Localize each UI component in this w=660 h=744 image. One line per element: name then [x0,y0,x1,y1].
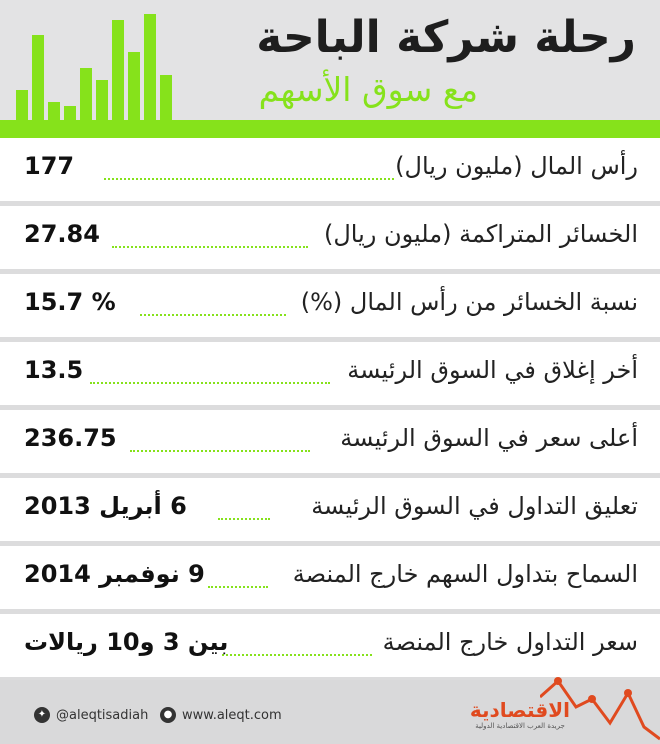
decorative-bar [96,80,108,120]
decorative-bar [112,20,124,120]
decorative-line [540,681,660,739]
twitter-icon: ✦ [34,707,50,723]
row-value: % 15.7 [24,288,116,316]
row-label: نسبة الخسائر من رأس المال (%) [300,288,638,316]
website-link[interactable]: www.aleqt.com [182,708,282,723]
decorative-bar [144,14,156,120]
row-label: السماح بتداول السهم خارج المنصة [292,560,638,588]
list-item [0,138,660,206]
row-value: 9 نوفمبر 2014 [24,560,205,588]
decorative-point [624,689,632,697]
logo-subtitle: جريدة العرب الاقتصادية الدولية [475,722,565,730]
row-value: 177 [24,152,75,180]
list-item [0,478,660,546]
list-item [0,546,660,614]
twitter-handle[interactable]: @aleqtisadiah [56,708,149,723]
dotted-leader [222,654,372,656]
row-value: 236.75 [24,424,117,452]
header-accent-strip [0,120,660,138]
dotted-leader [130,450,310,452]
decorative-bar [160,75,172,120]
list-item [0,206,660,274]
facts-list [0,138,660,682]
decorative-bars [10,0,170,120]
row-label: أعلى سعر في السوق الرئيسة [340,424,638,452]
dotted-leader [104,178,394,180]
list-item [0,410,660,478]
decorative-bar [128,52,140,120]
decorative-point [554,677,562,685]
logo-title: الاقتصادية [469,698,570,722]
list-item [0,342,660,410]
page-title: رحلة شركة الباحة [256,12,636,63]
dotted-leader [90,382,330,384]
dotted-leader [140,314,286,316]
decorative-bar [16,90,28,120]
decorative-bar [80,68,92,120]
row-label: الخسائر المتراكمة (مليون ريال) [324,220,638,248]
decorative-line-chart [540,675,660,744]
row-value: 6 أبريل 2013 [24,492,187,520]
row-label: سعر التداول خارج المنصة [382,628,638,656]
page-subtitle: مع سوق الأسهم [258,70,478,109]
decorative-bar [32,35,44,120]
decorative-point [588,695,596,703]
decorative-bar [48,102,60,120]
row-value: 13.5 [24,356,84,384]
list-item [0,614,660,682]
globe-icon: ● [160,707,176,723]
row-label: أخر إغلاق في السوق الرئيسة [347,356,638,384]
row-label: رأس المال (مليون ريال) [395,152,638,180]
dotted-leader [218,518,270,520]
header [0,0,660,120]
row-value: 27.84 [24,220,100,248]
dotted-leader [112,246,308,248]
dotted-leader [208,586,268,588]
row-label: تعليق التداول في السوق الرئيسة [311,492,638,520]
list-item [0,274,660,342]
row-value: بين 3 و10 ريالات [24,628,229,656]
decorative-bar [64,106,76,120]
